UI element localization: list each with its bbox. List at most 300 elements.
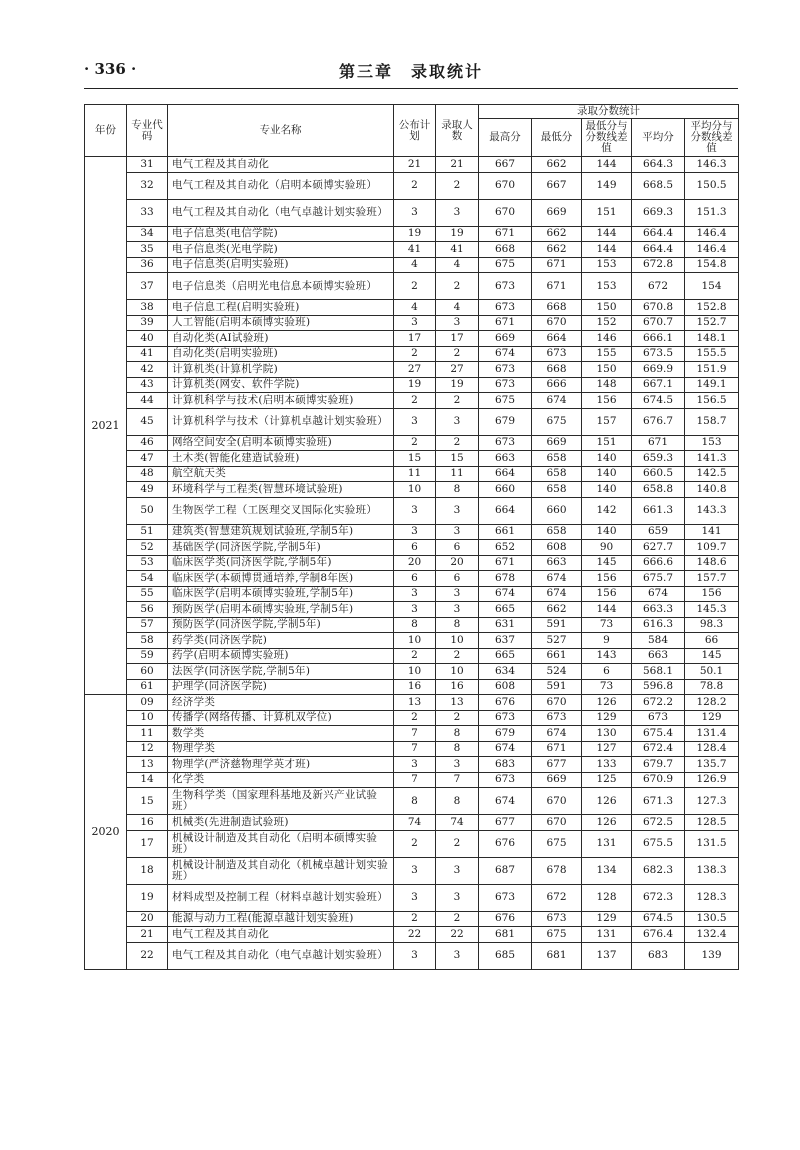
- max-cell: 608: [479, 679, 532, 695]
- name-cell: 预防医学(启明本硕博实验班,学制5年): [168, 602, 394, 618]
- code-cell: 53: [127, 555, 168, 571]
- min-diff-cell: 153: [582, 257, 632, 273]
- avg-cell: 659.3: [632, 451, 685, 467]
- table-row: [85, 555, 739, 571]
- min-diff-cell: 145: [582, 555, 632, 571]
- name-cell: 生物医学工程（工医理交叉国际化实验班）: [168, 497, 394, 524]
- max-cell: 673: [479, 377, 532, 393]
- table-row: [85, 633, 739, 649]
- plan-cell: 7: [394, 741, 436, 757]
- min-diff-cell: 156: [582, 393, 632, 409]
- admitted-cell: 2: [436, 273, 479, 300]
- avg-diff-cell: 129: [685, 710, 739, 726]
- name-cell: 经济学类: [168, 695, 394, 711]
- table-row: [85, 617, 739, 633]
- min-diff-cell: 143: [582, 648, 632, 664]
- max-cell: 677: [479, 815, 532, 831]
- min-diff-cell: 133: [582, 757, 632, 773]
- plan-cell: 2: [394, 710, 436, 726]
- min-diff-cell: 140: [582, 482, 632, 498]
- code-cell: 14: [127, 772, 168, 788]
- max-cell: 670: [479, 172, 532, 199]
- code-cell: 45: [127, 408, 168, 435]
- avg-cell: 672.5: [632, 815, 685, 831]
- avg-cell: 664.4: [632, 242, 685, 258]
- avg-diff-cell: 154: [685, 273, 739, 300]
- min-cell: 670: [532, 315, 582, 331]
- avg-diff-cell: 50.1: [685, 664, 739, 680]
- name-cell: 电子信息类（启明光电信息本硕博实验班）: [168, 273, 394, 300]
- avg-diff-cell: 128.3: [685, 884, 739, 911]
- plan-cell: 3: [394, 884, 436, 911]
- min-cell: 662: [532, 242, 582, 258]
- plan-cell: 22: [394, 927, 436, 943]
- min-cell: 661: [532, 648, 582, 664]
- admitted-cell: 8: [436, 482, 479, 498]
- min-diff-cell: 73: [582, 617, 632, 633]
- avg-cell: 596.8: [632, 679, 685, 695]
- avg-diff-cell: 128.4: [685, 741, 739, 757]
- name-cell: 传播学(网络传播、计算机双学位): [168, 710, 394, 726]
- col-code-header: 专业代码: [127, 105, 168, 157]
- table-row: [85, 664, 739, 680]
- plan-cell: 10: [394, 664, 436, 680]
- admitted-cell: 2: [436, 435, 479, 451]
- table-row: [85, 571, 739, 587]
- min-cell: 667: [532, 172, 582, 199]
- max-cell: 631: [479, 617, 532, 633]
- table-row: [85, 172, 739, 199]
- avg-cell: 674.5: [632, 393, 685, 409]
- plan-cell: 6: [394, 571, 436, 587]
- avg-cell: 666.6: [632, 555, 685, 571]
- plan-cell: 3: [394, 199, 436, 226]
- avg-diff-cell: 146.4: [685, 242, 739, 258]
- code-cell: 43: [127, 377, 168, 393]
- plan-cell: 10: [394, 482, 436, 498]
- min-diff-cell: 90: [582, 540, 632, 556]
- name-cell: 电子信息类(启明实验班): [168, 257, 394, 273]
- chapter-title: 第三章 录取统计: [338, 62, 483, 81]
- avg-diff-cell: 150.5: [685, 172, 739, 199]
- table-body: [85, 157, 739, 970]
- avg-cell: 616.3: [632, 617, 685, 633]
- min-diff-cell: 155: [582, 346, 632, 362]
- avg-diff-cell: 128.5: [685, 815, 739, 831]
- min-cell: 608: [532, 540, 582, 556]
- avg-diff-cell: 158.7: [685, 408, 739, 435]
- table-row: [85, 482, 739, 498]
- max-cell: 664: [479, 466, 532, 482]
- min-cell: 675: [532, 927, 582, 943]
- col-max-header: 最高分: [479, 119, 532, 157]
- code-cell: 33: [127, 199, 168, 226]
- min-diff-cell: 140: [582, 451, 632, 467]
- avg-cell: 660.5: [632, 466, 685, 482]
- plan-cell: 21: [394, 157, 436, 173]
- name-cell: 机械类(先进制造试验班): [168, 815, 394, 831]
- avg-diff-cell: 138.3: [685, 857, 739, 884]
- avg-cell: 670.8: [632, 300, 685, 316]
- plan-cell: 3: [394, 315, 436, 331]
- name-cell: 电气工程及其自动化: [168, 157, 394, 173]
- avg-diff-cell: 126.9: [685, 772, 739, 788]
- admitted-cell: 2: [436, 830, 479, 857]
- min-diff-cell: 140: [582, 524, 632, 540]
- min-diff-cell: 125: [582, 772, 632, 788]
- name-cell: 自动化类(AI试验班): [168, 331, 394, 347]
- min-diff-cell: 134: [582, 857, 632, 884]
- max-cell: 676: [479, 830, 532, 857]
- admitted-cell: 3: [436, 524, 479, 540]
- table-row: [85, 346, 739, 362]
- plan-cell: 7: [394, 726, 436, 742]
- min-diff-cell: 144: [582, 157, 632, 173]
- name-cell: 临床医学(本硕博贯通培养,学制8年医): [168, 571, 394, 587]
- min-diff-cell: 73: [582, 679, 632, 695]
- table-row: [85, 648, 739, 664]
- avg-diff-cell: 145.3: [685, 602, 739, 618]
- plan-cell: 19: [394, 226, 436, 242]
- avg-cell: 664.3: [632, 157, 685, 173]
- avg-diff-cell: 78.8: [685, 679, 739, 695]
- code-cell: 20: [127, 911, 168, 927]
- name-cell: 物理学类: [168, 741, 394, 757]
- name-cell: 计算机科学与技术(启明本硕博实验班): [168, 393, 394, 409]
- plan-cell: 3: [394, 602, 436, 618]
- col-avg-header: 平均分: [632, 119, 685, 157]
- min-diff-cell: 157: [582, 408, 632, 435]
- code-cell: 48: [127, 466, 168, 482]
- plan-cell: 74: [394, 815, 436, 831]
- avg-diff-cell: 155.5: [685, 346, 739, 362]
- min-diff-cell: 131: [582, 830, 632, 857]
- table-row: [85, 466, 739, 482]
- max-cell: 687: [479, 857, 532, 884]
- min-cell: 524: [532, 664, 582, 680]
- avg-diff-cell: 131.4: [685, 726, 739, 742]
- code-cell: 37: [127, 273, 168, 300]
- max-cell: 676: [479, 911, 532, 927]
- table-row: [85, 884, 739, 911]
- avg-diff-cell: 132.4: [685, 927, 739, 943]
- max-cell: 669: [479, 331, 532, 347]
- avg-cell: 584: [632, 633, 685, 649]
- max-cell: 660: [479, 482, 532, 498]
- max-cell: 661: [479, 524, 532, 540]
- code-cell: 15: [127, 788, 168, 815]
- min-diff-cell: 151: [582, 199, 632, 226]
- avg-diff-cell: 66: [685, 633, 739, 649]
- avg-cell: 627.7: [632, 540, 685, 556]
- avg-cell: 670.9: [632, 772, 685, 788]
- avg-cell: 676.4: [632, 927, 685, 943]
- min-diff-cell: 126: [582, 695, 632, 711]
- table-row: [85, 242, 739, 258]
- plan-cell: 6: [394, 540, 436, 556]
- max-cell: 637: [479, 633, 532, 649]
- plan-cell: 2: [394, 911, 436, 927]
- avg-diff-cell: 130.5: [685, 911, 739, 927]
- max-cell: 681: [479, 927, 532, 943]
- code-cell: 19: [127, 884, 168, 911]
- min-cell: 658: [532, 451, 582, 467]
- avg-cell: 673.5: [632, 346, 685, 362]
- min-cell: 658: [532, 466, 582, 482]
- code-cell: 50: [127, 497, 168, 524]
- min-diff-cell: 150: [582, 362, 632, 378]
- admitted-cell: 8: [436, 788, 479, 815]
- plan-cell: 19: [394, 377, 436, 393]
- admitted-cell: 3: [436, 408, 479, 435]
- name-cell: 网络空间安全(启明本硕博实验班): [168, 435, 394, 451]
- table-row: [85, 540, 739, 556]
- min-diff-cell: 129: [582, 710, 632, 726]
- avg-cell: 669.3: [632, 199, 685, 226]
- plan-cell: 27: [394, 362, 436, 378]
- min-cell: 658: [532, 482, 582, 498]
- name-cell: 物理学(严济慈物理学英才班): [168, 757, 394, 773]
- admitted-cell: 7: [436, 772, 479, 788]
- avg-diff-cell: 156.5: [685, 393, 739, 409]
- avg-cell: 671.3: [632, 788, 685, 815]
- avg-cell: 663: [632, 648, 685, 664]
- min-cell: 671: [532, 741, 582, 757]
- col-plan-header: 公布计划: [394, 105, 436, 157]
- col-min-header: 最低分: [532, 119, 582, 157]
- code-cell: 13: [127, 757, 168, 773]
- admitted-cell: 10: [436, 664, 479, 680]
- code-cell: 57: [127, 617, 168, 633]
- name-cell: 电气工程及其自动化（启明本硕博实验班）: [168, 172, 394, 199]
- max-cell: 685: [479, 942, 532, 969]
- admitted-cell: 2: [436, 346, 479, 362]
- name-cell: 建筑类(智慧建筑规划试验班,学制5年): [168, 524, 394, 540]
- plan-cell: 13: [394, 695, 436, 711]
- min-diff-cell: 144: [582, 602, 632, 618]
- max-cell: 673: [479, 273, 532, 300]
- min-diff-cell: 9: [582, 633, 632, 649]
- admitted-cell: 3: [436, 602, 479, 618]
- table-row: [85, 927, 739, 943]
- code-cell: 32: [127, 172, 168, 199]
- avg-cell: 676.7: [632, 408, 685, 435]
- avg-diff-cell: 141.3: [685, 451, 739, 467]
- min-diff-cell: 153: [582, 273, 632, 300]
- plan-cell: 2: [394, 273, 436, 300]
- avg-diff-cell: 154.8: [685, 257, 739, 273]
- table-row: [85, 362, 739, 378]
- admitted-cell: 2: [436, 393, 479, 409]
- plan-cell: 3: [394, 497, 436, 524]
- code-cell: 49: [127, 482, 168, 498]
- max-cell: 673: [479, 435, 532, 451]
- max-cell: 674: [479, 788, 532, 815]
- code-cell: 58: [127, 633, 168, 649]
- min-cell: 673: [532, 911, 582, 927]
- code-cell: 51: [127, 524, 168, 540]
- min-cell: 662: [532, 226, 582, 242]
- table-row: [85, 772, 739, 788]
- plan-cell: 2: [394, 435, 436, 451]
- code-cell: 44: [127, 393, 168, 409]
- avg-cell: 675.4: [632, 726, 685, 742]
- name-cell: 机械设计制造及其自动化（启明本硕博实验班）: [168, 830, 394, 857]
- avg-diff-cell: 152.7: [685, 315, 739, 331]
- admitted-cell: 41: [436, 242, 479, 258]
- max-cell: 678: [479, 571, 532, 587]
- min-diff-cell: 151: [582, 435, 632, 451]
- name-cell: 计算机类(计算机学院): [168, 362, 394, 378]
- min-cell: 662: [532, 157, 582, 173]
- code-cell: 40: [127, 331, 168, 347]
- table-row: [85, 393, 739, 409]
- min-cell: 660: [532, 497, 582, 524]
- table-row: [85, 157, 739, 173]
- plan-cell: 2: [394, 172, 436, 199]
- max-cell: 671: [479, 315, 532, 331]
- avg-diff-cell: 145: [685, 648, 739, 664]
- name-cell: 土木类(智能化建造试验班): [168, 451, 394, 467]
- admitted-cell: 3: [436, 857, 479, 884]
- max-cell: 673: [479, 710, 532, 726]
- avg-diff-cell: 141: [685, 524, 739, 540]
- name-cell: 护理学(同济医学院): [168, 679, 394, 695]
- avg-diff-cell: 156: [685, 586, 739, 602]
- avg-diff-cell: 131.5: [685, 830, 739, 857]
- max-cell: 667: [479, 157, 532, 173]
- min-cell: 671: [532, 257, 582, 273]
- plan-cell: 4: [394, 300, 436, 316]
- code-cell: 36: [127, 257, 168, 273]
- plan-cell: 7: [394, 772, 436, 788]
- table-row: [85, 942, 739, 969]
- plan-cell: 2: [394, 393, 436, 409]
- table-row: [85, 377, 739, 393]
- plan-cell: 3: [394, 586, 436, 602]
- min-cell: 674: [532, 586, 582, 602]
- avg-cell: 674: [632, 586, 685, 602]
- avg-cell: 672.3: [632, 884, 685, 911]
- name-cell: 数学类: [168, 726, 394, 742]
- min-cell: 669: [532, 199, 582, 226]
- min-diff-cell: 137: [582, 942, 632, 969]
- min-cell: 669: [532, 435, 582, 451]
- table-row: [85, 497, 739, 524]
- table-row: [85, 741, 739, 757]
- table-row: [85, 586, 739, 602]
- min-cell: 527: [532, 633, 582, 649]
- admitted-cell: 6: [436, 571, 479, 587]
- avg-cell: 664.4: [632, 226, 685, 242]
- avg-cell: 679.7: [632, 757, 685, 773]
- min-cell: 673: [532, 710, 582, 726]
- admitted-cell: 3: [436, 199, 479, 226]
- max-cell: 676: [479, 695, 532, 711]
- code-cell: 61: [127, 679, 168, 695]
- table-row: [85, 815, 739, 831]
- min-diff-cell: 126: [582, 788, 632, 815]
- max-cell: 668: [479, 242, 532, 258]
- name-cell: 航空航天类: [168, 466, 394, 482]
- avg-cell: 672: [632, 273, 685, 300]
- min-cell: 591: [532, 679, 582, 695]
- avg-diff-cell: 98.3: [685, 617, 739, 633]
- plan-cell: 8: [394, 617, 436, 633]
- code-cell: 18: [127, 857, 168, 884]
- table-row: [85, 300, 739, 316]
- avg-diff-cell: 148.6: [685, 555, 739, 571]
- avg-diff-cell: 148.1: [685, 331, 739, 347]
- max-cell: 665: [479, 602, 532, 618]
- avg-diff-cell: 140.8: [685, 482, 739, 498]
- plan-cell: 3: [394, 408, 436, 435]
- min-cell: 670: [532, 788, 582, 815]
- min-diff-cell: 129: [582, 911, 632, 927]
- max-cell: 671: [479, 226, 532, 242]
- col-min-diff-header: 最低分与分数线差值: [582, 119, 632, 157]
- admitted-cell: 2: [436, 710, 479, 726]
- avg-diff-cell: 157.7: [685, 571, 739, 587]
- min-cell: 666: [532, 377, 582, 393]
- max-cell: 675: [479, 257, 532, 273]
- code-cell: 12: [127, 741, 168, 757]
- avg-diff-cell: 139: [685, 942, 739, 969]
- min-diff-cell: 6: [582, 664, 632, 680]
- plan-cell: 20: [394, 555, 436, 571]
- min-diff-cell: 148: [582, 377, 632, 393]
- admitted-cell: 13: [436, 695, 479, 711]
- max-cell: 671: [479, 555, 532, 571]
- max-cell: 674: [479, 346, 532, 362]
- code-cell: 42: [127, 362, 168, 378]
- avg-diff-cell: 153: [685, 435, 739, 451]
- max-cell: 675: [479, 393, 532, 409]
- min-diff-cell: 152: [582, 315, 632, 331]
- admitted-cell: 8: [436, 726, 479, 742]
- admitted-cell: 3: [436, 315, 479, 331]
- plan-cell: 4: [394, 257, 436, 273]
- min-diff-cell: 150: [582, 300, 632, 316]
- max-cell: 663: [479, 451, 532, 467]
- plan-cell: 3: [394, 942, 436, 969]
- name-cell: 电气工程及其自动化（电气卓越计划实验班）: [168, 199, 394, 226]
- admitted-cell: 4: [436, 300, 479, 316]
- avg-diff-cell: 151.3: [685, 199, 739, 226]
- avg-cell: 659: [632, 524, 685, 540]
- table-header: [85, 105, 739, 157]
- max-cell: 664: [479, 497, 532, 524]
- page-number: · 336 ·: [84, 60, 137, 78]
- table-row: [85, 726, 739, 742]
- table-row: [85, 602, 739, 618]
- avg-diff-cell: 109.7: [685, 540, 739, 556]
- avg-cell: 674.5: [632, 911, 685, 927]
- min-diff-cell: 130: [582, 726, 632, 742]
- plan-cell: 2: [394, 830, 436, 857]
- name-cell: 生物科学类（国家理科基地及新兴产业试验班）: [168, 788, 394, 815]
- avg-cell: 668.5: [632, 172, 685, 199]
- name-cell: 药学(启明本硕博实验班): [168, 648, 394, 664]
- avg-cell: 675.5: [632, 830, 685, 857]
- plan-cell: 16: [394, 679, 436, 695]
- plan-cell: 41: [394, 242, 436, 258]
- min-diff-cell: 144: [582, 242, 632, 258]
- name-cell: 计算机科学与技术（计算机卓越计划实验班）: [168, 408, 394, 435]
- admitted-cell: 16: [436, 679, 479, 695]
- admitted-cell: 19: [436, 377, 479, 393]
- max-cell: 673: [479, 772, 532, 788]
